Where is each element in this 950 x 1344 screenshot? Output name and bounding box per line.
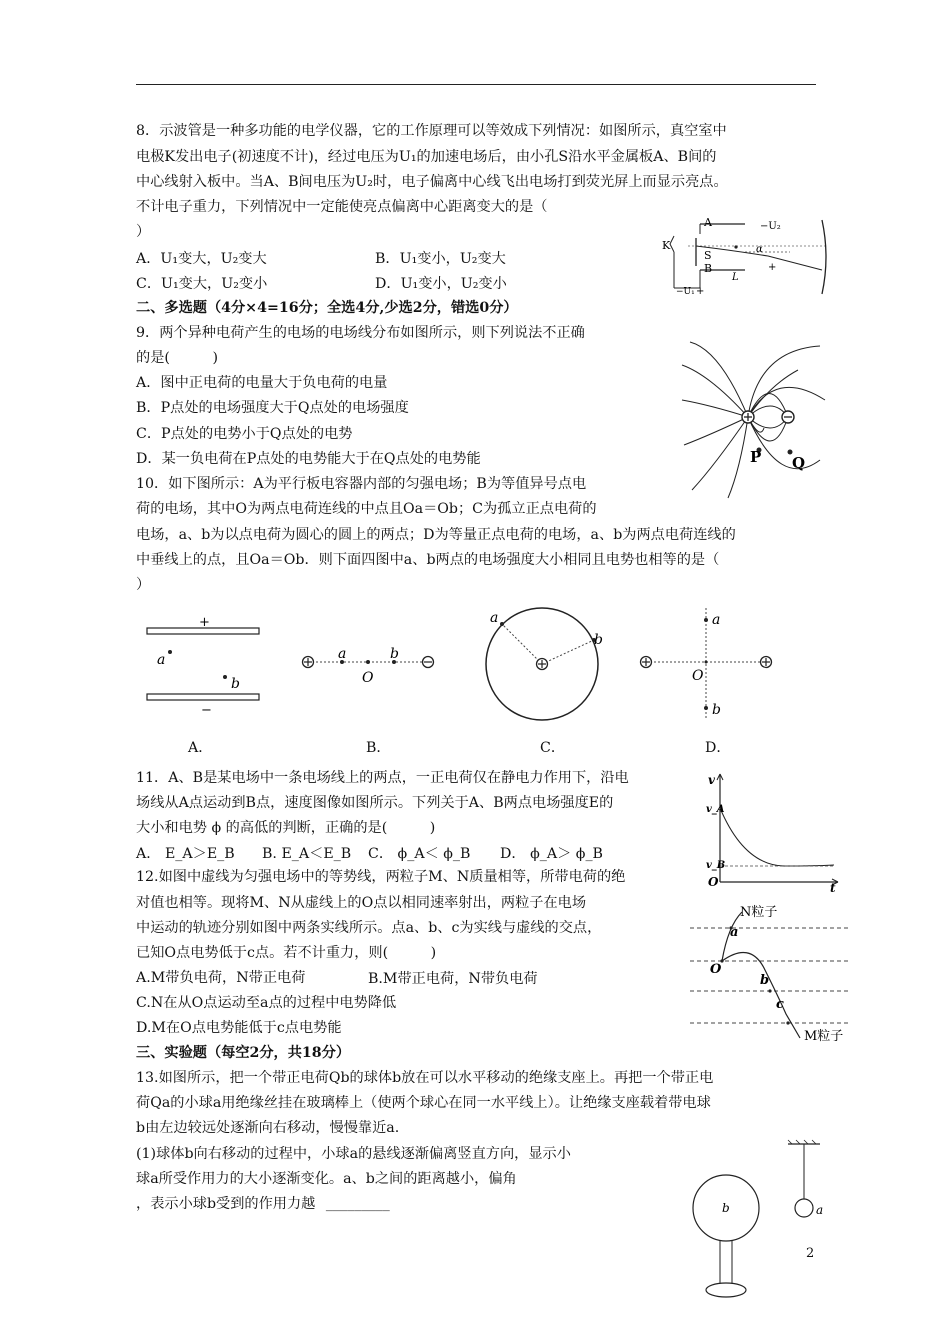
q8-option-a: A．U₁变大，U₂变大 — [136, 251, 267, 267]
q11-line-2: 场线从A点运动到B点，速度图像如图所示。下列关于A、B两点电场强度E的 — [136, 795, 614, 811]
q8-label-U1: −U₁ — [676, 287, 695, 297]
q10b-label-b: b — [390, 646, 399, 662]
q13-label-b: b — [722, 1201, 730, 1215]
q13-line-4: (1)球体b向右移动的过程中，小球a的悬线逐渐偏离竖直方向，显示小 — [136, 1146, 571, 1162]
q12-line-4: 已知O点电势低于c点。若不计重力，则( ) — [136, 945, 437, 961]
section-3-title: 三、实验题（每空2分，共18分） — [136, 1045, 351, 1061]
q10a-plus: + — [199, 615, 210, 630]
q10a-minus: − — [201, 703, 212, 718]
q8-figure — [660, 212, 830, 298]
q10-line-2: 荷的电场，其中O为两点电荷连线的中点且Oa＝Ob；C为孤立正点电荷的 — [136, 501, 597, 517]
q8-line-3: 中心线射入板中。当A、B间电压为U₂时，电子偏离中心线飞出电场打到荧光屏上而显示亮点。 — [136, 174, 728, 190]
q11-label-t: t — [830, 881, 836, 895]
q8-line-1: 8．示波管是一种多功能的电学仪器，它的工作原理可以等效成下列情况：如图所示，真空室中 — [136, 123, 727, 139]
q9-option-a: A．图中正电荷的电量大于负电荷的电量 — [136, 375, 388, 391]
q10-figure-d — [636, 604, 776, 724]
q8-option-d: D．U₁变小，U₂变小 — [375, 276, 507, 292]
q8-label-S: S — [704, 249, 712, 262]
q11-graph — [704, 770, 844, 895]
q10c-label-a: a — [490, 610, 499, 626]
q10d-label-a: a — [712, 612, 721, 628]
q8-label-plus: + — [768, 262, 777, 273]
q8-label-A: A — [704, 216, 712, 229]
q8-label-K: K — [662, 239, 671, 252]
q13-figure — [692, 1140, 842, 1300]
q9-label-P: P — [750, 448, 762, 466]
q11-label-O: O — [708, 875, 719, 889]
q12-figure — [688, 906, 852, 1046]
q12-label-O: O — [710, 962, 722, 977]
q13-line-3: b由左边较远处逐渐向右移动，慢慢靠近a. — [136, 1120, 400, 1136]
q9-figure — [680, 340, 830, 500]
q11-line-3: 大小和电势 ϕ 的高低的判断，正确的是( ) — [136, 820, 436, 836]
q13-line-1: 13.如图所示，把一个带正电荷Qb的球体b放在可以水平移动的绝缘支座上。再把一个带正电 — [136, 1070, 714, 1086]
q9-option-c: C．P点处的电势小于Q点处的电势 — [136, 426, 353, 442]
q12-label-a: a — [730, 925, 739, 940]
q11-label-v: v — [708, 773, 715, 787]
q8-option-b: B．U₁变小，U₂变大 — [375, 251, 506, 267]
q12-line-1: 12.如图中虚线为匀强电场中的等势线，两粒子M、N质量相等，所带电荷的绝 — [136, 869, 626, 885]
q8-label-alpha: α — [756, 244, 763, 255]
q11-option-b: B. E_A＜E_B — [262, 846, 352, 862]
q8-label-L: L — [732, 272, 739, 283]
q12-option-a: A.M带负电荷，N带正电荷 — [136, 970, 306, 986]
q9-option-d: D．某一负电荷在P点处的电势能大于在Q点处的电势能 — [136, 451, 481, 467]
q8-label-B: B — [704, 262, 713, 275]
q10d-label-b: b — [712, 702, 721, 718]
q8-label-plus2: + — [696, 286, 705, 297]
q9-line-2: 的是( ) — [136, 350, 219, 366]
header-rule — [136, 84, 816, 85]
q10-figure-b — [298, 640, 438, 690]
q8-option-c: C．U₁变大，U₂变小 — [136, 276, 268, 292]
q10-line-4: 中垂线上的点，且Oa＝Ob．则下面四图中a、b两点的电场强度大小相同且电势也相等的是（ — [136, 552, 720, 568]
q9-line-1: 9．两个异种电荷产生的电场的电场线分布如图所示，则下列说法不正确 — [136, 325, 585, 341]
q10-figure-c-label: C． — [540, 740, 566, 756]
q13-label-a: a — [816, 1203, 824, 1217]
q8-line-5: ） — [136, 224, 151, 240]
q12-option-c: C.N在从O点运动至a点的过程中电势降低 — [136, 995, 397, 1011]
q13-answer-blank[interactable]: _________ — [325, 1196, 390, 1212]
q13-line-2: 荷Qa的小球a用绝缘丝挂在玻璃棒上（使两个球心在同一水平线上）。让绝缘支座载着带电球 — [136, 1095, 711, 1111]
q10-figure-b-label: B． — [366, 740, 391, 756]
q10-line-3: 电场，a、b为以点电荷为圆心的圆上的两点；D为等量正点电荷的电场，a、b为两点电荷连线的 — [136, 527, 736, 543]
q10b-label-a: a — [338, 646, 347, 662]
q10-figure-d-label: D． — [705, 740, 731, 756]
q10-figure-c — [480, 604, 610, 734]
q12-label-M: M粒子 — [804, 1029, 844, 1044]
page-number: 2 — [806, 1246, 815, 1261]
q13-line-5: 球a所受作用力的大小逐渐变化。a、b之间的距离越小，偏角 — [136, 1171, 517, 1187]
q12-label-b: b — [760, 973, 770, 988]
q13-line-6-text: ，表示小球b受到的作用力越 — [136, 1196, 316, 1212]
q12-label-N: N粒子 — [740, 905, 778, 920]
q8-line-4: 不计电子重力，下列情况中一定能使亮点偏离中心距离变大的是（ — [136, 199, 548, 215]
q10b-label-O: O — [362, 670, 374, 686]
q10-figure-a-label: A． — [188, 740, 213, 756]
q10a-label-a: a — [157, 652, 166, 668]
q11-option-d: D． ϕ_A＞ ϕ_B — [500, 846, 603, 862]
q10a-label-b: b — [231, 676, 240, 692]
q9-option-b: B．P点处的电场强度大于Q点处的电场强度 — [136, 400, 409, 416]
q11-option-a: A． E_A＞E_B — [136, 846, 235, 862]
q12-option-d: D.M在O点电势能低于c点电势能 — [136, 1020, 342, 1036]
q11-line-1: 11．A、B是某电场中一条电场线上的两点，一正电荷仅在静电力作用下，沿电 — [136, 770, 629, 786]
q11-option-c: C． ϕ_A＜ ϕ_B — [368, 846, 471, 862]
q12-line-3: 中运动的轨迹分别如图中两条实线所示。点a、b、c为实线与虚线的交点， — [136, 920, 602, 936]
q9-label-Q: Q — [792, 454, 806, 472]
q10c-label-b: b — [594, 632, 603, 648]
q11-label-vA: v_A — [706, 804, 725, 815]
q12-option-b: B.M带正电荷，N带负电荷 — [368, 971, 538, 987]
q11-label-vB: v_B — [706, 860, 726, 871]
q12-label-c: c — [776, 997, 784, 1012]
q8-line-2: 电极K发出电子(初速度不计)，经过电压为U₁的加速电场后，由小孔S沿水平金属板A、B间的 — [136, 149, 717, 165]
section-2-title: 二、多选题（4分×4=16分；全选4分,少选2分，错选0分） — [136, 300, 518, 316]
q12-line-2: 对值也相等。现将M、N从虚线上的O点以相同速率射出，两粒子在电场 — [136, 895, 587, 911]
q10d-label-O: O — [692, 668, 704, 684]
q10-line-5: ） — [136, 577, 151, 593]
q8-label-U2: −U₂ — [760, 221, 781, 232]
q10-line-1: 10．如下图所示：A为平行板电容器内部的匀强电场；B为等值异号点电 — [136, 476, 587, 492]
q10-figure-a — [145, 616, 265, 720]
q13-line-6 — [136, 1194, 390, 1214]
